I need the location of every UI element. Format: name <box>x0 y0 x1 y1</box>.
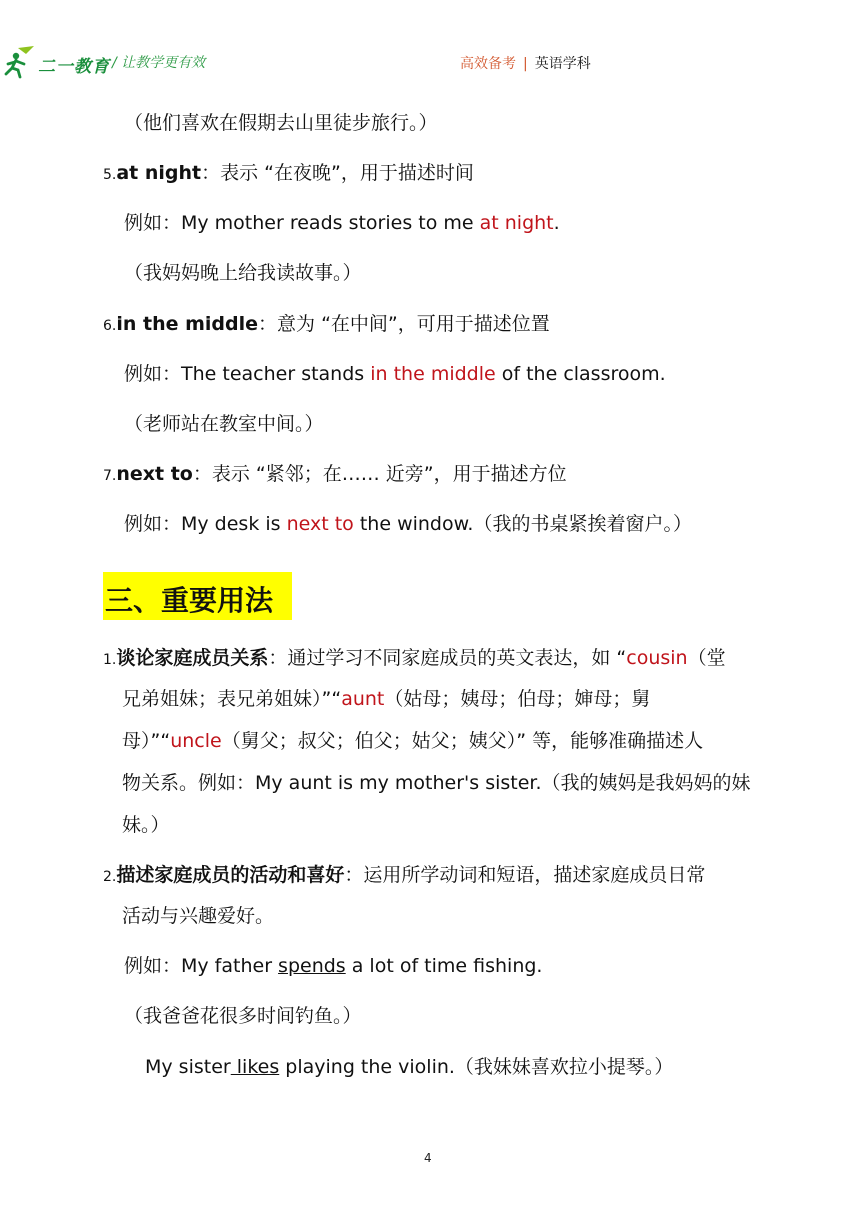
usage-2-example-2 <box>145 1055 673 1079</box>
item-term: in the middle <box>116 313 259 335</box>
example-text: 例如：My father <box>124 955 279 977</box>
usage-text: ：通过学习不同家庭成员的英文表达，如 “ <box>268 647 627 669</box>
example-6 <box>124 362 666 386</box>
usage-1-line-2 <box>122 687 650 711</box>
underlined-word: likes <box>230 1056 280 1078</box>
usage-text: （堂 <box>687 647 726 669</box>
usage-text: 兄弟姐妹；表兄弟姐妹）”“ <box>122 688 342 710</box>
item-number: 1. <box>103 652 117 668</box>
usage-text: 母）”“ <box>122 730 171 752</box>
usage-2-line-2: 活动与兴趣爱好。 <box>122 905 275 927</box>
item-7 <box>103 462 567 488</box>
item-6 <box>103 312 550 338</box>
usage-2-translation-1: （我爸爸花很多时间钓鱼。） <box>124 1005 362 1027</box>
example-text: of the classroom. <box>495 363 666 385</box>
item-desc: ：表示 “在夜晚”，用于描述时间 <box>201 162 474 184</box>
highlight-phrase: at night <box>479 212 554 234</box>
logo-text: 二一教育 <box>38 57 110 77</box>
header-tag-left: 高效备考 <box>460 56 516 72</box>
item-term: 描述家庭成员的活动和喜好 <box>116 864 345 886</box>
item-number: 5. <box>103 167 117 183</box>
example-text: the window.（我的书桌紧挨着窗户。） <box>353 513 692 535</box>
slogan: / 让教学更有效 <box>112 55 206 71</box>
item-number: 6. <box>103 318 117 334</box>
section-heading <box>103 572 292 620</box>
translation-5: （我妈妈晚上给我读故事。） <box>124 262 362 284</box>
header-tag-right: 英语学科 <box>534 56 591 72</box>
section-title: 三、重要用法 <box>105 584 274 617</box>
example-text: 例如：My mother reads stories to me <box>124 212 480 234</box>
item-desc: ：表示 “紧邻；在…… 近旁”，用于描述方位 <box>192 463 567 485</box>
underlined-word: spends <box>278 955 346 977</box>
usage-text: ：运用所学动词和短语，描述家庭成员日常 <box>344 864 706 886</box>
translation-line: （他们喜欢在假期去山里徒步旅行。） <box>124 112 438 134</box>
usage-text: （舅父；叔父；伯父；姑父；姨父）” 等，能够准确描述人 <box>221 730 704 752</box>
header-separator: | <box>523 56 528 72</box>
logo <box>4 44 124 84</box>
usage-1-line-1 <box>103 646 726 672</box>
example-text: 例如：The teacher stands <box>124 363 371 385</box>
example-5 <box>124 211 560 235</box>
usage-text: （姑母；姨母；伯母；婶母；舅 <box>384 688 651 710</box>
example-text: a lot of time fishing. <box>345 955 543 977</box>
usage-1-line-4: 物关系。例如：My aunt is my mother's sister.（我的姨妈是我妈妈的妹 <box>122 772 751 794</box>
usage-2-example-1 <box>124 954 542 978</box>
item-desc: ：意为 “在中间”，可用于描述位置 <box>258 313 550 335</box>
item-term: at night <box>116 162 202 184</box>
highlight-word: uncle <box>170 730 222 752</box>
page-header <box>0 0 860 90</box>
item-term: 谈论家庭成员关系 <box>116 647 269 669</box>
item-5 <box>103 161 474 187</box>
usage-1-line-5: 妹。） <box>122 814 170 836</box>
example-text: My sister <box>145 1056 231 1078</box>
example-7 <box>124 512 692 536</box>
example-text: . <box>553 212 560 234</box>
highlight-word: aunt <box>341 688 385 710</box>
item-number: 2. <box>103 869 117 885</box>
usage-2-line-1 <box>103 863 705 889</box>
item-term: next to <box>116 463 193 485</box>
highlight-phrase: next to <box>286 513 354 535</box>
example-text: 例如：My desk is <box>124 513 287 535</box>
header-tags <box>460 53 591 73</box>
usage-1-line-3 <box>122 729 703 753</box>
highlight-word: cousin <box>626 647 688 669</box>
translation-6: （老师站在教室中间。） <box>124 413 324 435</box>
highlight-phrase: in the middle <box>370 363 496 385</box>
example-text: playing the violin.（我妹妹喜欢拉小提琴。） <box>279 1056 674 1078</box>
page-number: 4 <box>424 1151 432 1165</box>
item-number: 7. <box>103 468 117 484</box>
